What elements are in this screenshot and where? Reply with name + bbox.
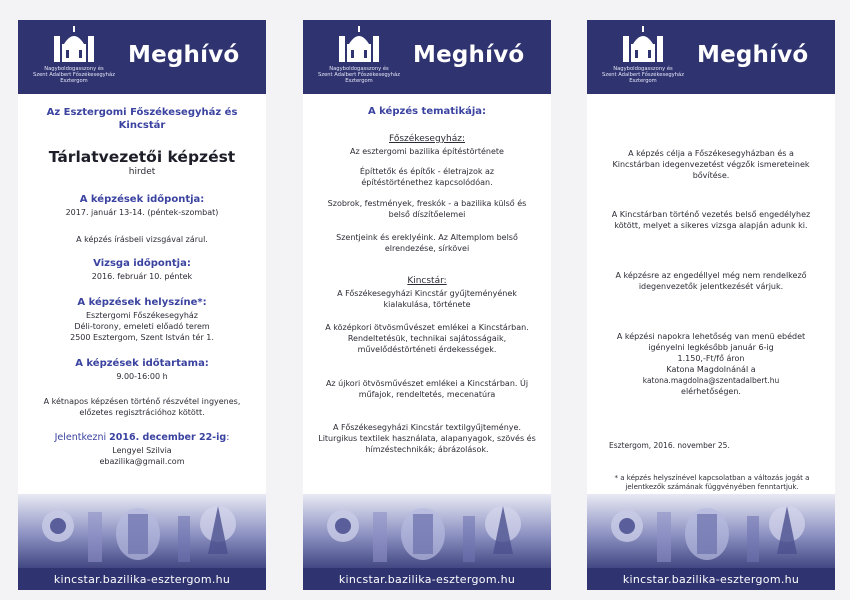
- dates-value: 2017. január 13-14. (péntek-szombat): [65, 208, 219, 217]
- header-band: [587, 20, 835, 94]
- apply-deadline: 2016. december 22-ig: [109, 432, 227, 443]
- flyer-panel-invitation: [18, 20, 266, 590]
- training-subtitle: hirdet: [128, 167, 156, 177]
- basilica-logo: [595, 26, 691, 92]
- treasury-topic-2: A középkori ötvösművészet emlékei a Kincstárban. Rendeltetésük, technikai sajátosságaik, művelődéstörténeti érdekességek.: [325, 323, 529, 354]
- lunch-paragraph: A képzési napokra lehetőség van menü ebédet igényelni legkésőbb január 6-ig: [616, 332, 806, 352]
- section-treasury-title: Kincstár:: [407, 276, 447, 286]
- lunch-reachability: elérhetőségen.: [681, 387, 741, 396]
- logo-text-line2: Szent Adalbert Főszékesegyház: [33, 72, 115, 78]
- contact-email[interactable]: ebazilika@gmail.com: [99, 457, 185, 466]
- header-band: [18, 20, 266, 94]
- lunch-email[interactable]: katona.magdolna@szentadalbert.hu: [642, 376, 780, 385]
- apply-prefix: Jelentkezni: [54, 432, 107, 443]
- target-paragraph: A képzésre az engedéllyel még nem rendelkező idegenvezetők jelentkezését várjuk.: [615, 271, 807, 291]
- treasury-artwork-image: [303, 494, 551, 570]
- basilica-logo: [26, 26, 122, 92]
- treasury-artwork-image: [587, 494, 835, 570]
- invitation-title: Meghívó: [697, 42, 809, 68]
- treasury-topic-3: Az újkori ötvösművészet emlékei a Kincstárban. Új műfajok, rendeltetés, mecenatúra: [325, 379, 529, 399]
- basilica-logo: [311, 26, 407, 92]
- website-footer: [18, 568, 266, 590]
- treasury-topic-4: A Főszékesegyházi Kincstár textilgyűjteménye. Liturgikus textilek használata, alapanyagok, szövés és hímzéstechnikák; ábrázolások.: [318, 423, 536, 454]
- invitation-title: Meghívó: [413, 42, 525, 68]
- duration-heading: A képzések időtartama:: [75, 358, 209, 369]
- basilica-icon: [621, 26, 665, 64]
- panel-body: [587, 94, 835, 494]
- participation-note: A kétnapos képzésen történő részvétel ingyenes, előzetes regisztrációhoz kötött.: [43, 397, 241, 417]
- apply-line: [24, 432, 260, 444]
- permit-paragraph: A Kincstárban történő vezetés belső engedélyhez kötött, melyet a sikeres vizsga alapján adunk ki.: [611, 210, 811, 230]
- venue-line2: Déli-torony, emeleti előadó terem: [74, 322, 210, 331]
- logo-text-line2: Szent Adalbert Főszékesegyház: [602, 72, 684, 78]
- cathedral-topic-4: Szentjeink és ereklyéink. Az Altemplom belső elrendezése, sírkövei: [336, 233, 518, 253]
- dates-heading: A képzések időpontja:: [79, 194, 205, 205]
- basilica-icon: [337, 26, 381, 64]
- place-date: Esztergom, 2016. november 25.: [609, 441, 730, 450]
- website-link[interactable]: kincstar.bazilika-esztergom.hu: [338, 573, 516, 586]
- goal-paragraph: A képzés célja a Főszékesegyházban és a Kincstárban idegenvezetést végzők ismereteinek bővítése.: [612, 149, 810, 180]
- website-footer: [303, 568, 551, 590]
- logo-text-line1: Nagyboldogasszony és: [613, 66, 673, 72]
- exam-note: A képzés írásbeli vizsgával zárul.: [76, 235, 208, 244]
- treasury-topic-1: A Főszékesegyházi Kincstár gyűjteményének kialakulása, története: [337, 289, 517, 309]
- exam-value: 2016. február 10. péntek: [91, 272, 193, 281]
- duration-value: 9.00-16:00 h: [116, 372, 168, 381]
- treasury-artwork: [18, 494, 266, 570]
- flyer-panel-curriculum: [303, 20, 551, 590]
- lunch-price: 1.150,-Ft/fő áron: [677, 354, 745, 363]
- contact-name: Lengyel Szilvia: [112, 446, 172, 455]
- logo-text-line3: Esztergom: [60, 78, 88, 84]
- treasury-artwork: [303, 494, 551, 570]
- invitation-title: Meghívó: [128, 42, 240, 68]
- panel-body: [303, 94, 551, 494]
- venue-footnote: * a képzés helyszínével kapcsolatban a változás jogát a jelentkezők számának függvényében fenntartjuk.: [614, 474, 810, 491]
- logo-text-line1: Nagyboldogasszony és: [329, 66, 389, 72]
- basilica-icon: [52, 26, 96, 64]
- cathedral-topic-3: Szobrok, festmények, freskók - a bazilika külső és belső díszítőelemei: [327, 199, 527, 219]
- section-cathedral-title: Főszékesegyház:: [389, 134, 465, 144]
- lunch-contact: Katona Magdolnánál a: [666, 365, 756, 374]
- venue-line3: 2500 Esztergom, Szent István tér 1.: [70, 333, 214, 342]
- header-band: [303, 20, 551, 94]
- logo-text-line3: Esztergom: [629, 78, 657, 84]
- cathedral-topic-1: Az esztergomi bazilika építéstörténete: [350, 147, 504, 156]
- curriculum-heading: A képzés tematikája:: [367, 106, 487, 117]
- organizer: Az Esztergomi Főszékesegyház és Kincstár: [46, 107, 238, 131]
- exam-heading: Vizsga időpontja:: [93, 258, 191, 269]
- cathedral-topic-2: Építtetők és építők - életrajzok az építéstörténethez kapcsolódóan.: [359, 167, 495, 187]
- venue-heading: A képzések helyszíne*:: [77, 297, 207, 308]
- logo-text-line3: Esztergom: [345, 78, 373, 84]
- treasury-artwork-image: [18, 494, 266, 570]
- flyer-panel-details: [587, 20, 835, 590]
- website-link[interactable]: kincstar.bazilika-esztergom.hu: [622, 573, 800, 586]
- logo-text-line1: Nagyboldogasszony és: [44, 66, 104, 72]
- logo-text-line2: Szent Adalbert Főszékesegyház: [318, 72, 400, 78]
- website-link[interactable]: kincstar.bazilika-esztergom.hu: [53, 573, 231, 586]
- panel-body: [18, 94, 266, 494]
- apply-suffix: :: [226, 432, 230, 443]
- venue-line1: Esztergomi Főszékesegyház: [85, 311, 198, 320]
- training-title: Tárlatvezetői képzést: [48, 148, 236, 166]
- treasury-artwork: [587, 494, 835, 570]
- website-footer: [587, 568, 835, 590]
